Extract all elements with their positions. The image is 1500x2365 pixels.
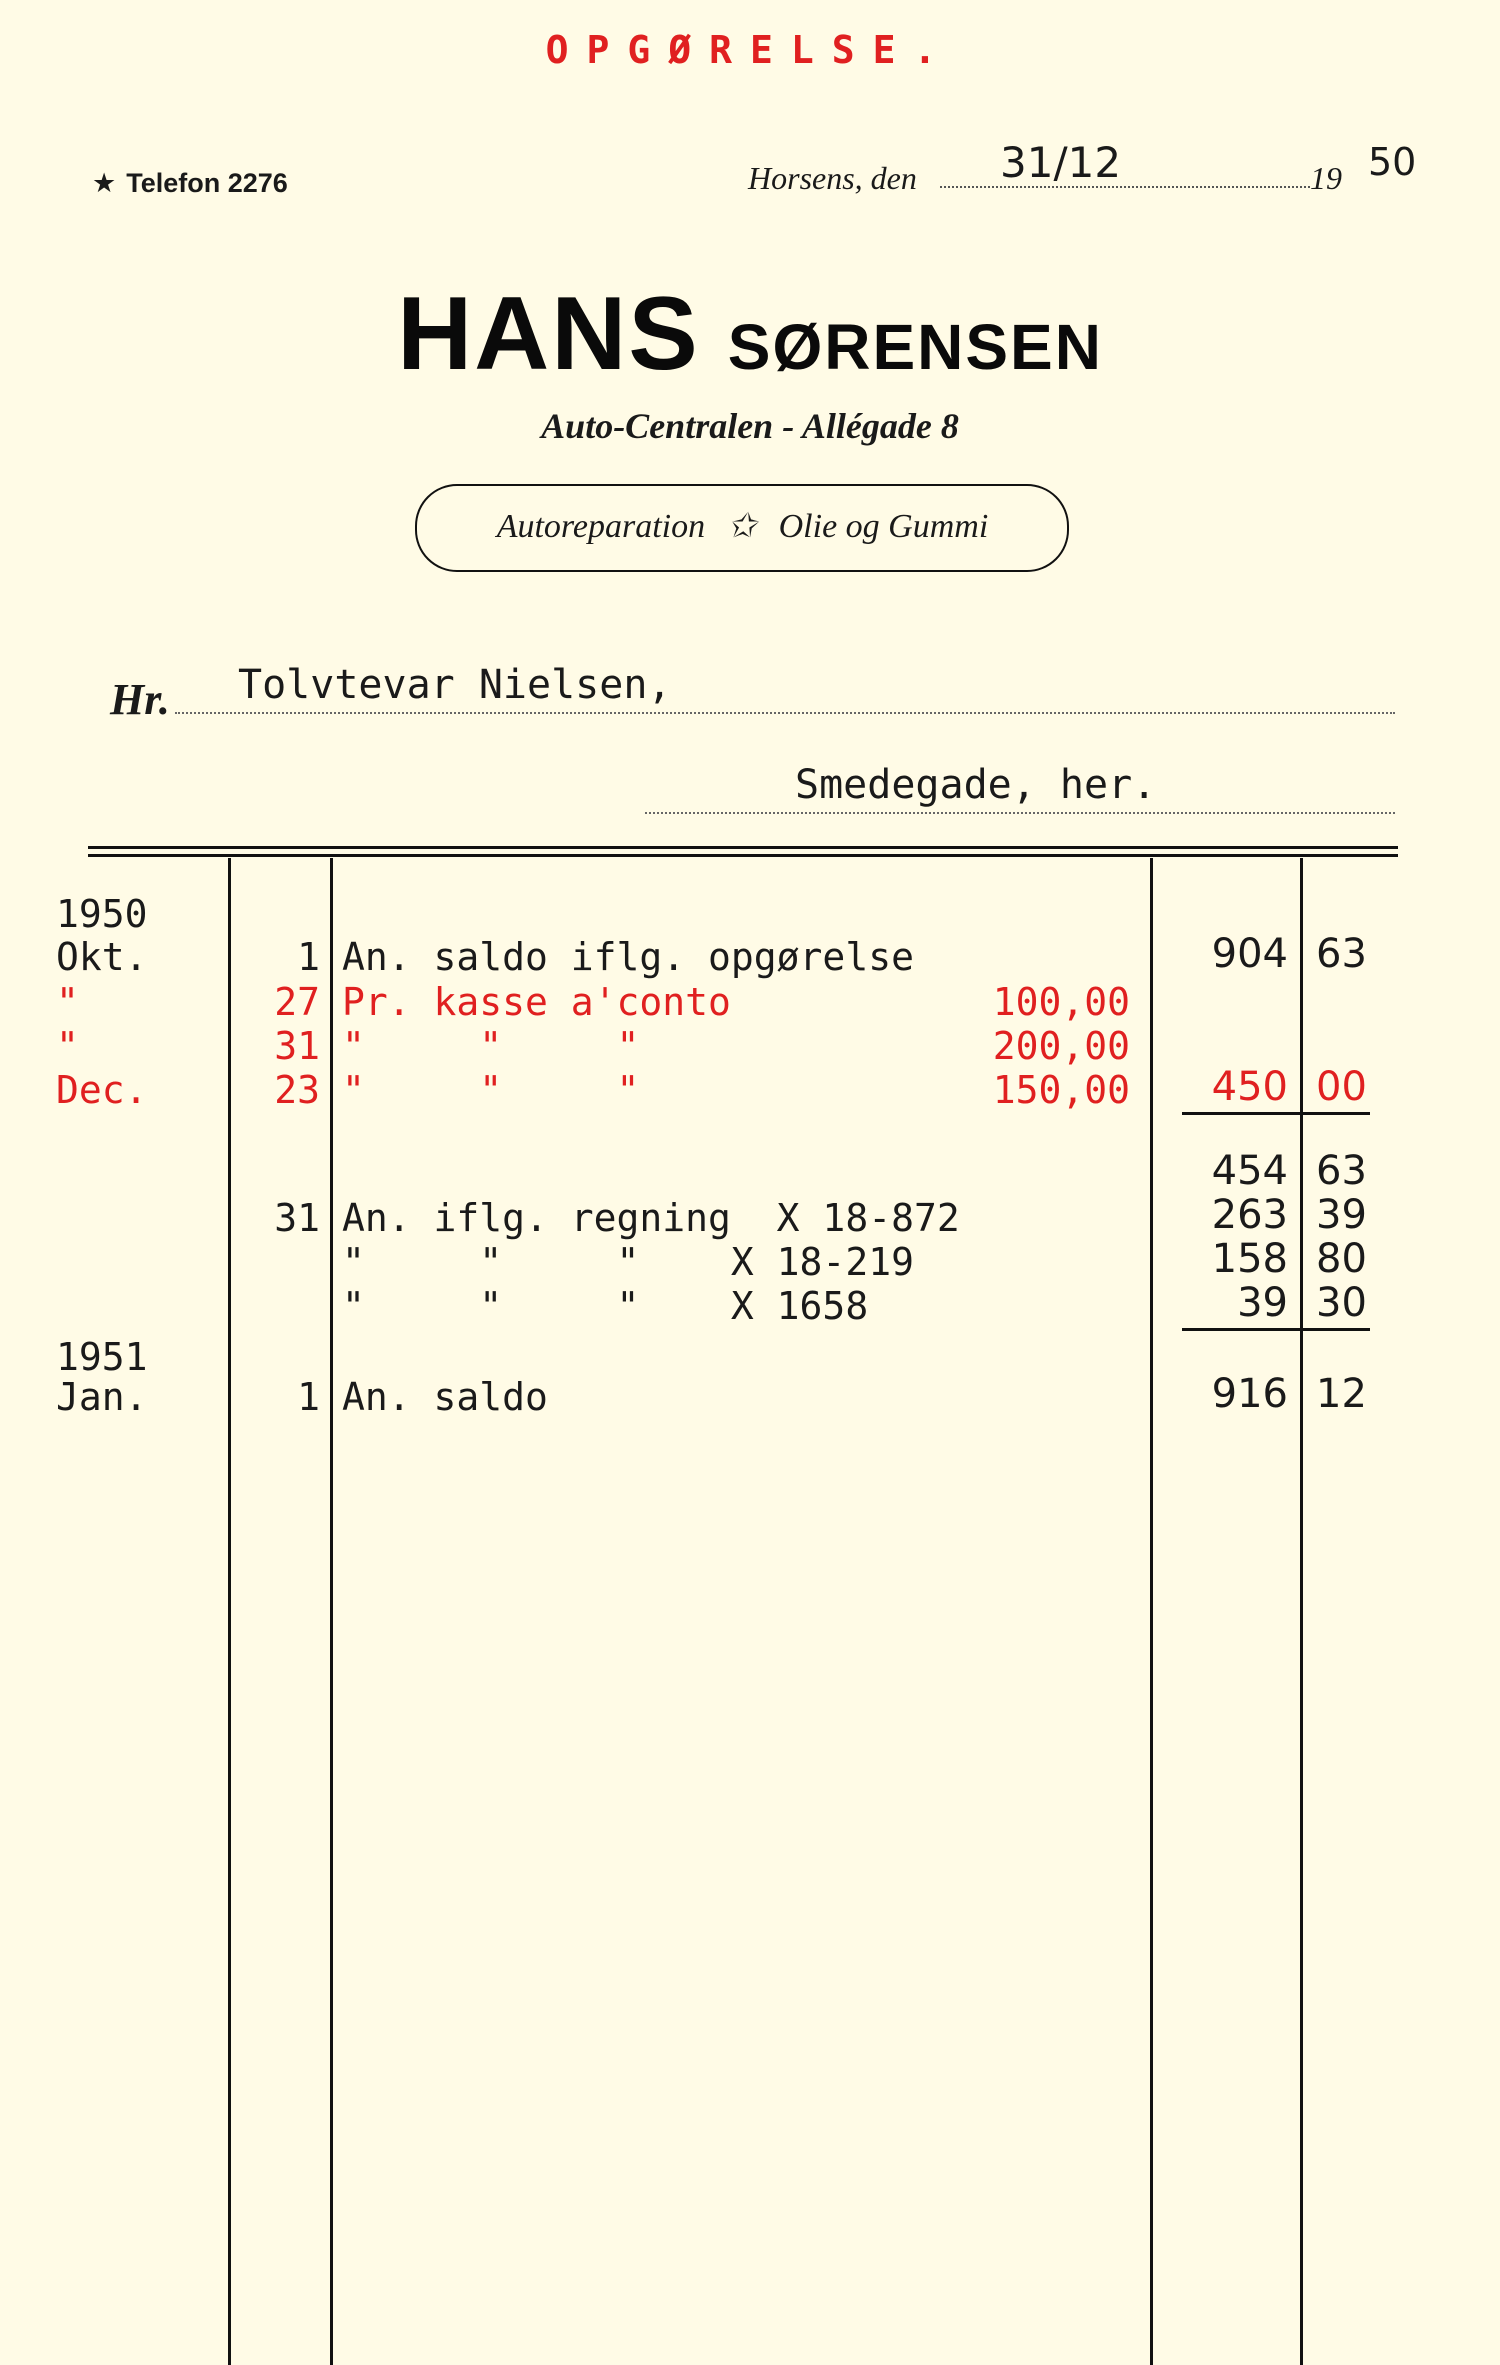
ledger-amount-kroner: 916 — [1211, 1371, 1288, 1417]
street-dotted-line — [645, 812, 1395, 814]
ledger-day: 27 — [274, 980, 320, 1024]
ledger-month: Okt. — [56, 935, 148, 979]
ledger-subamount: 100,00 — [992, 980, 1130, 1024]
column-divider-day — [330, 858, 333, 2365]
place-label: Horsens, den — [748, 160, 917, 196]
ledger-subamount: 150,00 — [992, 1068, 1130, 1112]
ledger-description: " " " X 1658 — [342, 1284, 869, 1328]
ledger-day: 31 — [274, 1196, 320, 1240]
ledger-amount-ore: 39 — [1316, 1192, 1367, 1238]
salutation: Hr. — [110, 675, 170, 724]
ledger-month: Dec. — [56, 1068, 148, 1112]
company-last-name: SØRENSEN — [727, 311, 1103, 383]
ledger-amount-kroner: 904 — [1211, 931, 1288, 977]
ledger-amount-ore: 63 — [1316, 931, 1367, 977]
column-divider-date — [228, 858, 231, 2365]
column-divider-text — [1150, 858, 1153, 2365]
sum-rule-1 — [1182, 1112, 1370, 1115]
ledger-description: " " " — [342, 1024, 640, 1068]
ledger-amount-kroner: 158 — [1211, 1236, 1288, 1282]
company-name — [0, 275, 1500, 394]
ledger-month: " — [56, 980, 79, 1024]
ledger-amount-kroner: 263 — [1211, 1192, 1288, 1238]
ledger-month: " — [56, 1024, 79, 1068]
services-text — [415, 506, 1070, 546]
ledger-top-rule-1 — [88, 846, 1398, 849]
document-title: OPGØRELSE. — [545, 28, 955, 72]
star-outline-icon: ✩ — [727, 508, 757, 545]
name-dotted-line — [175, 712, 1395, 714]
company-first-name: HANS — [397, 276, 700, 392]
ledger-amount-ore: 63 — [1316, 1148, 1367, 1194]
ledger-description: An. iflg. regning X 18-872 — [342, 1196, 960, 1240]
ledger-day: 1 — [297, 1375, 320, 1419]
ledger-amount-ore: 30 — [1316, 1280, 1367, 1326]
services-left: Autoreparation — [496, 508, 706, 545]
services-right: Olie og Gummi — [778, 508, 989, 545]
ledger-day: 31 — [274, 1024, 320, 1068]
company-address: Auto-Centralen - Allégade 8 — [541, 406, 959, 446]
ledger-day: 23 — [274, 1068, 320, 1112]
ledger-description: An. saldo iflg. opgørelse — [342, 935, 914, 979]
ledger-description: An. saldo — [342, 1375, 548, 1419]
ledger-year-1950: 1950 — [56, 892, 148, 936]
ledger-amount-ore: 00 — [1316, 1064, 1367, 1110]
telephone-line — [92, 168, 288, 199]
customer-street: Smedegade, her. — [795, 762, 1157, 808]
ledger-amount-kroner: 454 — [1211, 1148, 1288, 1194]
sum-rule-2 — [1182, 1328, 1370, 1331]
ledger-subamount: 200,00 — [992, 1024, 1130, 1068]
ledger-top-rule-2 — [88, 854, 1398, 857]
ledger-amount-kroner: 450 — [1211, 1064, 1288, 1110]
year-prefix: 19 — [1310, 160, 1342, 196]
ledger-description: " " " — [342, 1068, 640, 1112]
date-dotted-line — [940, 186, 1310, 188]
date-value: 31/12 — [1000, 138, 1122, 187]
ledger-day: 1 — [297, 935, 320, 979]
star-icon: ★ — [92, 168, 117, 198]
telephone-text: Telefon 2276 — [126, 168, 288, 198]
column-divider-decimals — [1300, 858, 1303, 2365]
ledger-year-1951: 1951 — [56, 1335, 148, 1379]
ledger-month: Jan. — [56, 1375, 148, 1419]
customer-name: Tolvtevar Nielsen, — [238, 662, 672, 708]
ledger-amount-ore: 80 — [1316, 1236, 1367, 1282]
ledger-description: " " " X 18-219 — [342, 1240, 914, 1284]
ledger-description: Pr. kasse a'conto — [342, 980, 731, 1024]
ledger-amount-kroner: 39 — [1237, 1280, 1288, 1326]
ledger-amount-ore: 12 — [1316, 1371, 1367, 1417]
year-suffix: 50 — [1368, 140, 1417, 184]
